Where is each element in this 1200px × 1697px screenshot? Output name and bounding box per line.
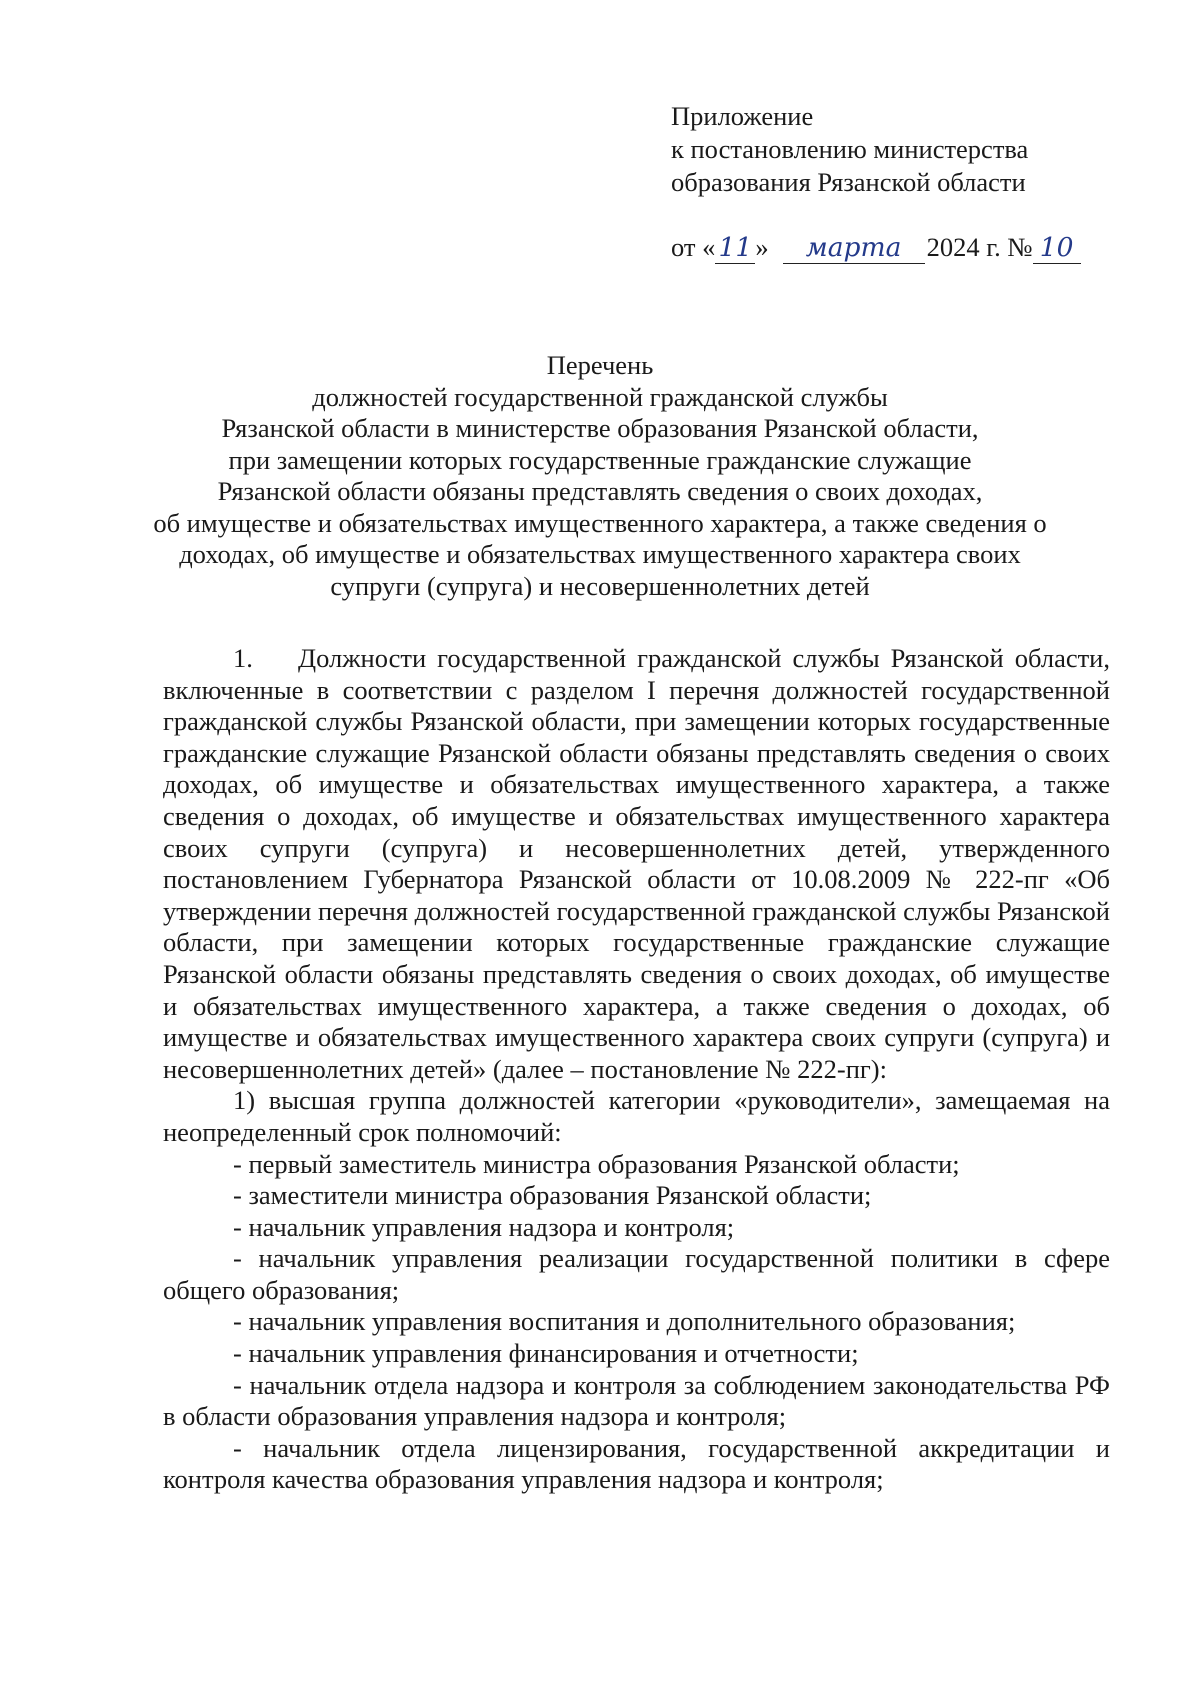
date-line (671, 232, 1081, 264)
paragraph: 1) высшая группа должностей категории «руководители», замещаемая на неопределенный срок полномочий: (163, 1085, 1110, 1147)
appendix-header (671, 100, 1028, 199)
list-item: - начальник управления воспитания и дополнительного образования; (233, 1306, 1016, 1337)
paragraph-text: Должности государственной гражданской службы Рязанской области, включенные в соответствии с разделом I перечня должностей государственной гражданской службы Рязанской области, при замещении которых государственные гражданские служащие Рязанской области обязаны представлять сведения о своих доходах, об имуществе и обязательствах имущественного характера, а также сведения о доходах, об имуществе и обязательствах имущественного характера своих супруги (супруга) и несовершеннолетних детей, утвержденного постановлением Губернатора Рязанской области от 10.08.2009 № 222-пг «Об утверждении перечня должностей государственной гражданской службы Рязанской области, при замещении которых государственные гражданские служащие Рязанской области обязаны представлять сведения о своих доходах, об имуществе и обязательствах имущественного характера, а также сведения о доходах, об имуществе и обязательствах имущественного характера своих супруги (супруга) и несовершеннолетних детей» (далее – постановление № 222-пг): (163, 643, 1110, 1084)
date-prefix: от « (671, 232, 716, 262)
handwritten-day: 11 (715, 233, 755, 264)
appendix-line: Приложение (671, 101, 814, 131)
title-line: при замещении которых государственные гражданские служащие (228, 444, 972, 475)
title-line: Перечень (546, 350, 654, 380)
title-line: Рязанской области обязаны представлять сведения о своих доходах, (217, 476, 983, 506)
title-line: об имуществе и обязательствах имущественного характера, а также сведения о (153, 507, 1047, 538)
handwritten-month: марта (783, 233, 925, 264)
list-item: - первый заместитель министра образования Рязанской области; (233, 1148, 960, 1179)
handwritten-number: 10 (1033, 233, 1081, 264)
list-item: - начальник управления надзора и контроля; (233, 1211, 735, 1242)
date-close-quote: » (755, 232, 769, 262)
list-item: - начальник отдела лицензирования, государственной аккредитации и контроля качества образования управления надзора и контроля; (163, 1432, 1110, 1495)
title-line: доходах, об имуществе и обязательствах имущественного характера своих (179, 539, 1021, 569)
list-item: - начальник управления реализации государственной политики в сфере общего образования; (163, 1243, 1110, 1305)
appendix-line: к постановлению министерства (671, 134, 1029, 164)
document-body (163, 643, 1110, 1496)
appendix-line: образования Рязанской области (671, 167, 1026, 197)
list-item: - начальник управления финансирования и отчетности; (233, 1338, 859, 1369)
title-line: должностей государственной гражданской службы (312, 381, 888, 412)
paragraph (163, 643, 1110, 1085)
title-line: супруги (супруга) и несовершеннолетних детей (330, 570, 870, 601)
list-item: - заместители министра образования Рязанской области; (233, 1180, 872, 1211)
title-line: Рязанской области в министерстве образования Рязанской области, (221, 413, 979, 443)
document-title (150, 350, 1050, 602)
date-year: 2024 г. № (926, 232, 1033, 262)
list-item: - начальник отдела надзора и контроля за соблюдением законодательства РФ в области образования управления надзора и контроля; (163, 1369, 1110, 1432)
paragraph-number: 1. (233, 643, 253, 673)
